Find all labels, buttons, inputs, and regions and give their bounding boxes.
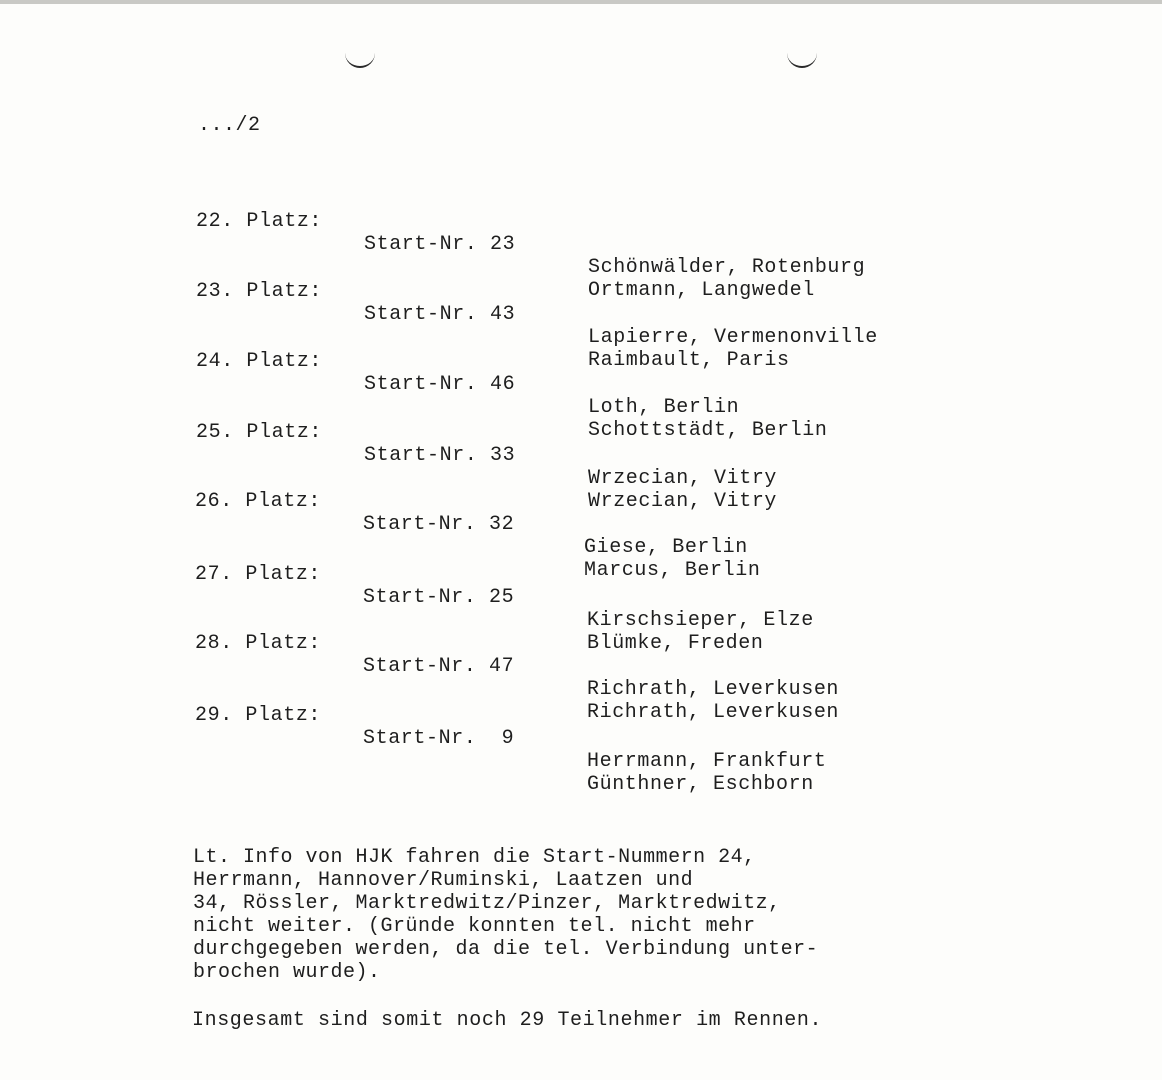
team-member-2: Günthner, Eschborn <box>587 773 814 796</box>
start-number: Start-Nr. 46 <box>364 373 516 396</box>
team-member-2: Raimbault, Paris <box>588 349 790 372</box>
team-names <box>587 750 826 796</box>
start-number: Start-Nr. 9 <box>363 727 515 750</box>
place-label: 25. Platz: <box>196 421 323 444</box>
start-number: Start-Nr. 23 <box>364 233 516 256</box>
note-line: Lt. Info von HJK fahren die Start-Nummern 24, <box>193 846 756 869</box>
page-top-edge <box>0 0 1162 4</box>
place-label: 29. Platz: <box>195 704 322 727</box>
team-member-1: Lapierre, Vermenonville <box>588 326 878 349</box>
team-member-1: Wrzecian, Vitry <box>588 467 778 490</box>
place-label: 22. Platz: <box>196 210 323 233</box>
team-member-2: Schottstädt, Berlin <box>588 419 828 442</box>
start-number: Start-Nr. 43 <box>364 303 516 326</box>
punch-hole-mark-right <box>787 52 817 68</box>
note-line: Herrmann, Hannover/Ruminski, Laatzen und <box>193 869 694 892</box>
participants-summary: Insgesamt sind somit noch 29 Teilnehmer im Rennen. <box>192 1009 823 1032</box>
withdrawal-note <box>193 846 953 984</box>
team-member-1: Herrmann, Frankfurt <box>587 750 827 773</box>
team-names <box>588 256 865 302</box>
team-names <box>588 396 827 442</box>
place-label: 24. Platz: <box>196 350 323 373</box>
place-label: 26. Platz: <box>195 490 322 513</box>
team-member-1: Giese, Berlin <box>584 536 748 559</box>
note-line: brochen wurde). <box>193 961 381 984</box>
team-names <box>584 536 760 582</box>
team-member-1: Schönwälder, Rotenburg <box>588 256 866 279</box>
place-label: 28. Platz: <box>195 632 322 655</box>
team-member-2: Richrath, Leverkusen <box>587 701 840 724</box>
team-member-1: Kirschsieper, Elze <box>587 609 814 632</box>
note-line: durchgegeben werden, da die tel. Verbindung unter- <box>193 938 819 961</box>
team-names <box>587 678 839 724</box>
team-member-2: Blümke, Freden <box>587 632 764 655</box>
team-member-2: Wrzecian, Vitry <box>588 490 778 513</box>
note-line: 34, Rössler, Marktredwitz/Pinzer, Marktredwitz, <box>193 892 781 915</box>
team-names <box>588 326 878 372</box>
team-member-2: Ortmann, Langwedel <box>588 279 815 302</box>
team-member-2: Marcus, Berlin <box>584 559 761 582</box>
team-names <box>587 609 814 655</box>
team-names <box>588 467 777 513</box>
punch-hole-mark-left <box>345 52 375 68</box>
page-reference: .../2 <box>198 114 261 137</box>
start-number: Start-Nr. 32 <box>363 513 515 536</box>
place-label: 27. Platz: <box>195 563 322 586</box>
place-label: 23. Platz: <box>196 280 323 303</box>
note-line: nicht weiter. (Gründe konnten tel. nicht mehr <box>193 915 756 938</box>
start-number: Start-Nr. 47 <box>363 655 515 678</box>
start-number: Start-Nr. 33 <box>364 444 516 467</box>
team-member-1: Loth, Berlin <box>588 396 740 419</box>
team-member-1: Richrath, Leverkusen <box>587 678 840 701</box>
start-number: Start-Nr. 25 <box>363 586 515 609</box>
